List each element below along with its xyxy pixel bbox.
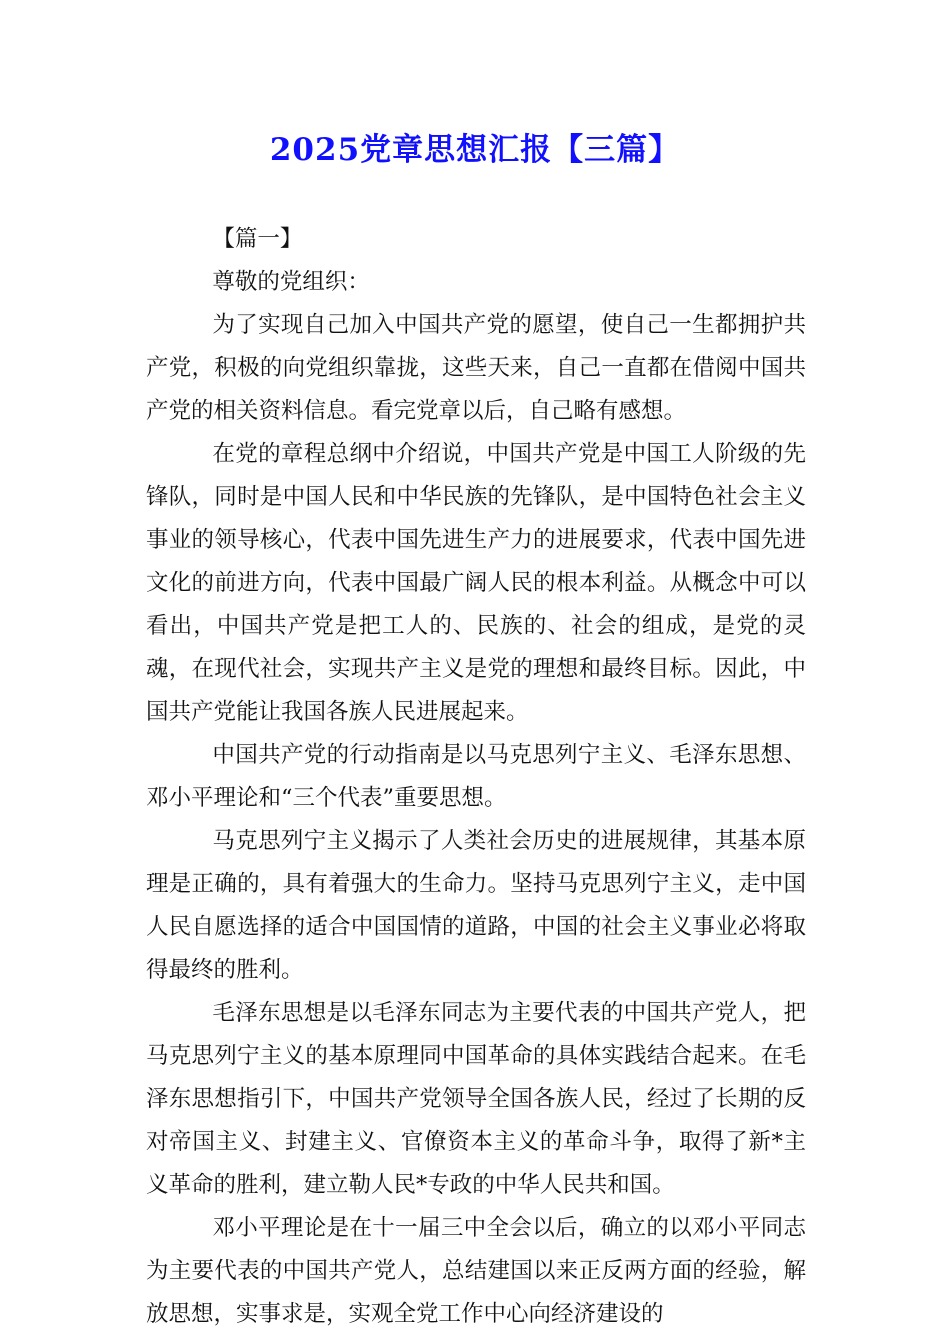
paragraph: 中国共产党的行动指南是以马克思列宁主义、毛泽东思想、邓小平理论和“三个代表”重要思想。 bbox=[146, 742, 806, 811]
document-body bbox=[146, 218, 806, 1336]
paragraph: 为了实现自己加入中国共产党的愿望，使自己一生都拥护共产党，积极的向党组织靠拢，这些天来，自己一直都在借阅中国共产党的相关资料信息。看完党章以后，自己略有感想。 bbox=[146, 312, 806, 424]
paragraph: 邓小平理论是在十一届三中全会以后，确立的以邓小平同志为主要代表的中国共产党人，总结建国以来正反两方面的经验，解放思想，实事求是，实观全党工作中心向经济建设的 bbox=[146, 1215, 806, 1327]
paragraph: 毛泽东思想是以毛泽东同志为主要代表的中国共产党人，把马克思列宁主义的基本原理同中国革命的具体实践结合起来。在毛泽东思想指引下，中国共产党领导全国各族人民，经过了长期的反对帝国主义、封建主义、官僚资本主义的革命斗争，取得了新*主义革命的胜利，建立勒人民*专政的中华人民共和国。 bbox=[146, 1000, 806, 1198]
document-title: 2025党章思想汇报【三篇】 bbox=[269, 132, 681, 168]
paragraph: 在党的章程总纲中介绍说，中国共产党是中国工人阶级的先锋队，同时是中国人民和中华民族的先锋队，是中国特色社会主义事业的领导核心，代表中国先进生产力的进展要求，代表中国先进文化的前进方向，代表中国最广阔人民的根本利益。从概念中可以看出，中国共产党是把工人的、民族的、社会的组成，是党的灵魂，在现代社会，实现共产主义是党的理想和最终目标。因此，中国共产党能让我国各族人民进展起来。 bbox=[146, 441, 806, 725]
section-heading: 【篇一】 bbox=[212, 226, 303, 252]
salutation: 尊敬的党组织： bbox=[212, 269, 370, 295]
paragraph: 马克思列宁主义揭示了人类社会历史的进展规律，其基本原理是正确的，具有着强大的生命力。坚持马克思列宁主义，走中国人民自愿选择的适合中国国情的道路，中国的社会主义事业必将取得最终的胜利。 bbox=[146, 828, 806, 983]
